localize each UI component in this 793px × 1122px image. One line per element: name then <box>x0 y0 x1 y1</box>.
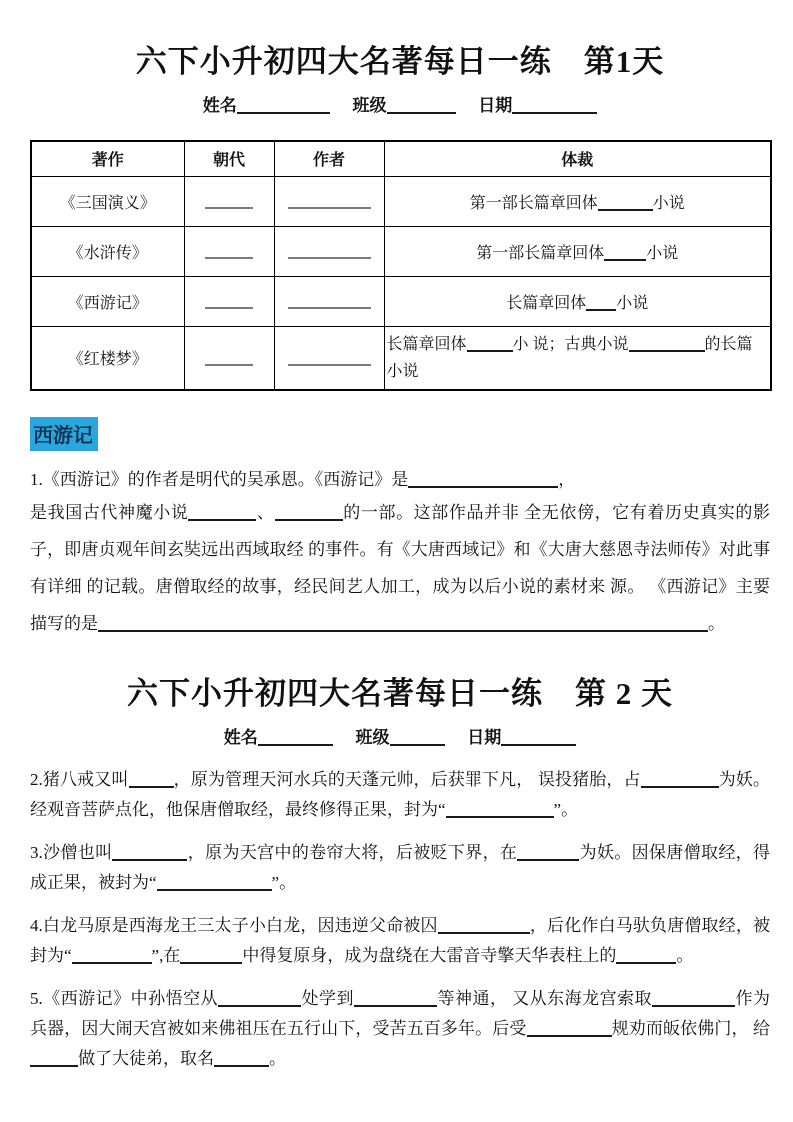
date-field <box>478 91 597 116</box>
fill-in-blank <box>446 799 554 818</box>
name-label: 姓名 <box>223 727 258 747</box>
fill-in-blank <box>98 613 708 632</box>
fill-in-blank <box>354 988 437 1007</box>
dynasty-blank <box>205 241 253 259</box>
class-field <box>356 723 445 748</box>
question-3: 3.沙僧也叫 ，原为天宫中的卷帘大将，后被贬下界，在 为妖。因保唐僧取经，得成正果，被封为“ ”。 <box>30 842 771 892</box>
dynasty-cell <box>184 226 274 276</box>
work-title: 《红楼梦》 <box>31 326 184 390</box>
header-author: 作者 <box>274 141 384 176</box>
work-title: 《西游记》 <box>31 276 184 326</box>
fill-in-blank <box>616 945 676 964</box>
fill-in-blank <box>214 1048 269 1067</box>
fill-in-blank <box>629 334 705 352</box>
author-cell <box>274 176 384 226</box>
genre-cell: 长篇章回体 小说 <box>384 276 771 326</box>
date-field <box>467 723 576 748</box>
fill-in-blank <box>438 915 530 934</box>
dynasty-blank <box>205 291 253 309</box>
name-field <box>224 723 333 748</box>
header-dynasty: 朝代 <box>184 141 274 176</box>
author-cell <box>274 326 384 390</box>
section-highlight-xiyouji: 西游记 <box>30 417 98 451</box>
question-1-intro: 1.《西游记》的作者是明代的吴承恩。《西游记》是 ， <box>30 469 576 489</box>
fill-in-blank <box>188 502 256 521</box>
fill-in-blank <box>517 842 579 861</box>
class-blank <box>387 95 456 114</box>
fill-in-blank <box>652 988 735 1007</box>
header-genre: 体裁 <box>384 141 771 176</box>
dynasty-cell <box>184 276 274 326</box>
name-field <box>203 91 330 116</box>
fill-in-blank <box>604 243 646 261</box>
header-work: 著作 <box>31 141 184 176</box>
genre-cell: 第一部长篇章回体 小说 <box>384 176 771 226</box>
dynasty-cell <box>184 326 274 390</box>
name-class-date-line-day2 <box>30 723 770 748</box>
author-cell <box>274 276 384 326</box>
genre-cell: 第一部长篇章回体 小说 <box>384 226 771 276</box>
name-blank <box>258 727 333 746</box>
table-row <box>31 326 771 390</box>
fill-in-blank <box>112 842 187 861</box>
page-title-day2: 六下小升初四大名著每日一练 第 2 天 <box>127 675 673 711</box>
dynasty-cell <box>184 176 274 226</box>
dynasty-blank <box>205 191 253 209</box>
fill-in-blank <box>275 502 343 521</box>
fill-in-blank <box>157 872 272 891</box>
author-cell <box>274 226 384 276</box>
fill-in-blank <box>467 334 513 352</box>
page-title-day1: 六下小升初四大名著每日一练 第1天 <box>135 44 665 79</box>
date-blank <box>501 727 576 746</box>
genre-cell: 长篇章回体 小 说；古典小说 的长篇小说 <box>384 326 771 390</box>
class-field <box>353 91 456 116</box>
author-blank <box>288 191 371 209</box>
class-label: 班级 <box>355 727 390 747</box>
fill-in-blank <box>598 193 653 211</box>
class-label: 班级 <box>352 96 387 115</box>
question-1-body: 是我国古代神魔小说 、 的一部。这部作品并非 全无依傍，它有着历史真实的影子，即唐贞观年间玄奘远出西域取经 的事件。有《大唐西域记》和《大唐大慈恩寺法师传》对此事有详细 的记载。唐僧取经的故事，经民间艺人加工，成为以后小说的素材来 源。 《西游记》主要描写的是 。 <box>30 502 771 633</box>
date-label: 日期 <box>467 727 502 747</box>
table-header-row <box>31 141 771 176</box>
question-5: 5.《西游记》中孙悟空从 处学到 等神通， 又从东海龙宫索取 作为兵器，因大闹天宫被如来佛祖压在五行山下，受苦五百多年。后受 规劝而皈依佛门， 给做了大徒弟，取名 。 <box>30 988 771 1068</box>
fill-in-blank <box>641 769 719 788</box>
fill-in-blank <box>527 1018 612 1037</box>
fill-in-blank <box>586 293 616 311</box>
fill-in-blank <box>180 945 242 964</box>
table-row <box>31 176 771 226</box>
question-2: 2.猪八戒又叫 ，原为管理天河水兵的天蓬元帅，后获罪下凡， 误投猪胎，占 为妖。经观音菩萨点化，他保唐僧取经，最终修得正果，封为“ ”。 <box>30 769 771 819</box>
author-blank <box>288 291 371 309</box>
class-blank <box>390 727 445 746</box>
date-blank <box>512 95 597 114</box>
author-blank <box>288 348 371 366</box>
fill-in-blank <box>129 769 174 788</box>
date-label: 日期 <box>478 96 513 115</box>
famous-works-table <box>30 140 772 391</box>
name-blank <box>237 95 330 114</box>
fill-in-blank <box>408 469 558 488</box>
work-title: 《三国演义》 <box>31 176 184 226</box>
fill-in-blank <box>218 988 301 1007</box>
table-row <box>31 276 771 326</box>
fill-in-blank <box>72 945 152 964</box>
work-title: 《水浒传》 <box>31 226 184 276</box>
name-label: 姓名 <box>202 96 237 115</box>
name-class-date-line-day1 <box>30 91 770 116</box>
fill-in-blank <box>30 1048 78 1067</box>
question-4: 4.白龙马原是西海龙王三太子小白龙，因违逆父命被囚 ，后化作白马驮负唐僧取经，被封为“ ”,在 中得复原身，成为盘绕在大雷音寺擎天华表柱上的 。 <box>30 915 771 965</box>
dynasty-blank <box>205 348 253 366</box>
author-blank <box>288 241 371 259</box>
table-row <box>31 226 771 276</box>
